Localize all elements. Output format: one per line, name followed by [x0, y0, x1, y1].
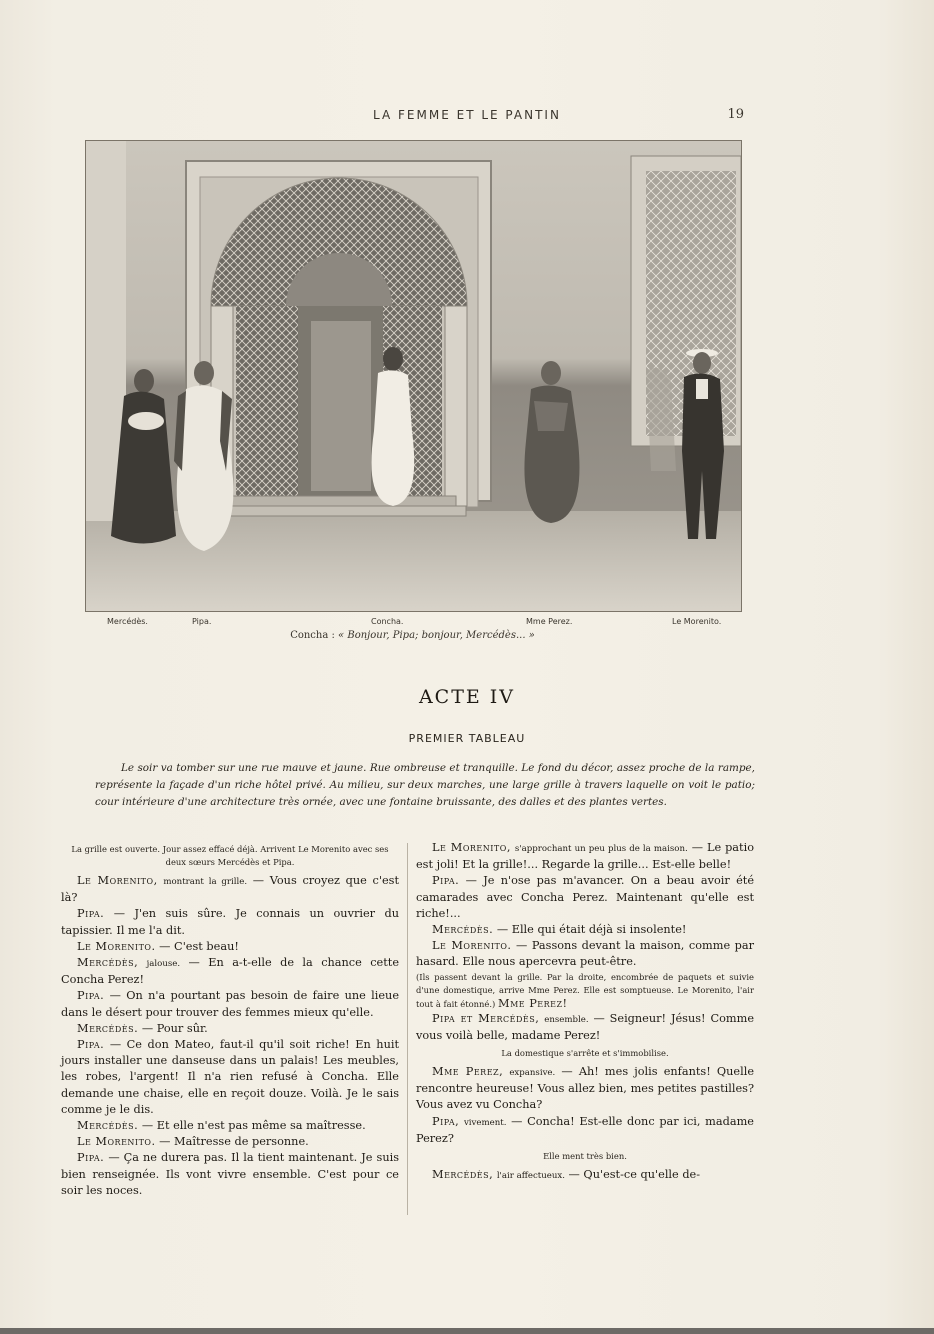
stage-direction: Le soir va tomber sur une rue mauve et jaune. Rue ombreuse et tranquille. Le fond du décor, assez proche de la rampe, représente la façade d'un riche hôtel privé. Au milieu, sur deux marches, une large grille à travers laquelle on voit le patio; cour intérieure d'une architecture très ornée, avec une fontaine bruissante, des dalles et des plantes vertes. — [95, 762, 755, 808]
dialogue-line: Mercédès, l'air affectueux. — Qu'est-ce qu'elle de- — [432, 1168, 701, 1182]
caption-mercedes: Mercédès. — [107, 617, 148, 626]
act-title: ACTE IV — [418, 686, 516, 708]
caption-le-morenito: Le Morenito. — [672, 617, 722, 626]
caption-pipa: Pipa. — [192, 617, 212, 626]
photo-subtitle-quote: « Bonjour, Pipa; bonjour, Mercédès... » — [338, 630, 535, 641]
dialogue-line: Le Morenito. — Maîtresse de personne. — [77, 1135, 309, 1149]
photo-captions — [85, 617, 740, 631]
dialogue-line: Pipa. — Ça ne durera pas. Il la tient maintenant. Je suis bien renseignée. Ils vont vivre ensemble. C'est pour ce soir les noces. — [61, 1151, 399, 1197]
stage-photograph — [85, 140, 742, 612]
page-number: 19 — [727, 107, 744, 122]
caption-mme-perez: Mme Perez. — [526, 617, 573, 626]
dialogue-line: Pipa. — J'en suis sûre. Je connais un ouvrier du tapissier. Il me l'a dit. — [61, 907, 399, 937]
dialogue-line: Le Morenito, montrant la grille. — Vous croyez que c'est là? — [61, 874, 400, 905]
dialogue-line: Le Morenito, s'approchant un peu plus de la maison. — Le patio est joli! Et la grille!... Regarde la grille... Est-elle belle! — [416, 841, 754, 872]
dialogue-line: Pipa et Mercédès, ensemble. — Seigneur! Jésus! Comme vous voilà belle, madame Perez! — [416, 1011, 755, 1042]
photo-subtitle-prefix: Concha : — [290, 630, 335, 641]
stage-direction-inline: Elle ment très bien. — [543, 1151, 627, 1162]
caption-concha: Concha. — [371, 617, 404, 626]
dialogue-line: Pipa. — Je n'ose pas m'avancer. On a beau avoir été camarades avec Concha Perez. Maintenant qu'elle est riche!... — [416, 874, 755, 920]
dialogue-line: Le Morenito. — C'est beau! — [77, 939, 239, 953]
dialogue-line: Mercédès. — Elle qui était déjà si insolente! — [432, 923, 687, 937]
intro-direction: La grille est ouverte. Jour assez effacé déjà. Arrivent Le Morenito avec ses deux sœurs Mercédès et Pipa. — [71, 844, 389, 867]
text-column-left — [61, 840, 399, 1199]
dialogue-line: Le Morenito. — Passons devant la maison, comme par hasard. Elle nous apercevra peut-être. — [416, 939, 755, 969]
dialogue-line: Mercédès, jalouse. — En a-t-elle de la chance cette Concha Perez! — [61, 956, 400, 987]
photo-subtitle — [85, 630, 740, 641]
scan-bottom-edge — [0, 1328, 934, 1334]
stage-direction-inline: La domestique s'arrête et s'immobilise. — [501, 1048, 669, 1059]
dialogue-line: Mercédès. — Pour sûr. — [77, 1021, 208, 1035]
column-divider — [407, 843, 408, 1215]
running-head: LA FEMME ET LE PANTIN — [373, 108, 561, 122]
stage-direction-inline: (Ils passent devant la grille. Par la droite, encombrée de paquets et suivie d'une domestique, arrive Mme Perez. Elle est somptueuse. Le Morenito, l'air tout à fait étonné.) Mme Perez! — [416, 971, 754, 1010]
dialogue-line: Pipa. — Ce don Mateo, faut-il qu'il soit riche! En huit jours installer une danseuse dans un palais! Les meubles, les robes, l'argent! Il n'a rien refusé à Concha. Elle demande une chaise, elle en reçoit douze. Voilà. Je le sais comme je le dis. — [61, 1038, 399, 1116]
dialogue-line: Mme Perez, expansive. — Ah! mes jolis enfants! Quelle rencontre heureuse! Vous allez bien, mes petites pastilles? Vous avez vu Concha? — [416, 1065, 755, 1112]
dialogue-line: Pipa. — On n'a pourtant pas besoin de faire une lieue dans le désert pour trouver des femmes mieux qu'elle. — [61, 989, 399, 1019]
dialogue-line: Pipa, vivement. — Concha! Est-elle donc par ici, madame Perez? — [416, 1114, 754, 1145]
tableau-title: PREMIER TABLEAU — [408, 732, 526, 745]
text-column-right — [416, 840, 754, 1184]
dialogue-line: Mercédès. — Et elle n'est pas même sa maîtresse. — [77, 1119, 366, 1133]
